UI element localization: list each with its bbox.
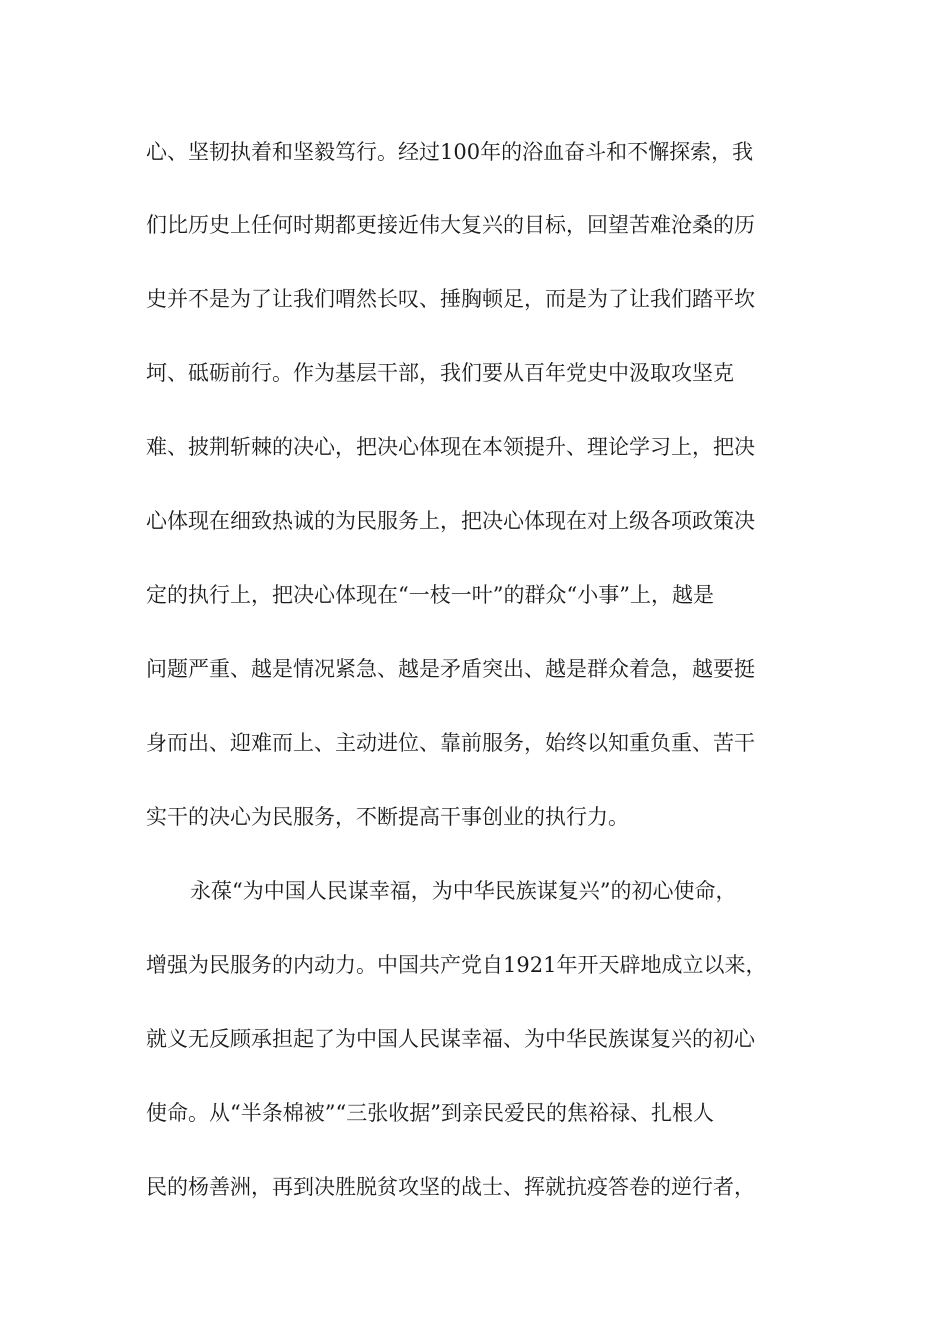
text-line: 身而出、迎难而上、主动进位、靠前服务，始终以知重负重、苦干 [146,731,755,755]
text-line: 坷、砥砺前行。作为基层干部，我们要从百年党史中汲取攻坚克 [146,361,734,385]
text-line: 实干的决心为民服务，不断提高干事创业的执行力。 [146,805,629,829]
text-line: 定的执行上，把决心体现在“一枝一叶”的群众“小事”上，越是 [146,583,714,607]
text-line: 史并不是为了让我们喟然长叹、捶胸顿足，而是为了让我们踏平坎 [146,287,755,311]
text-line: 增强为民服务的内动力。中国共产党自1921年开天辟地成立以来， [146,953,767,977]
text-line: 难、披荆斩棘的决心，把决心体现在本领提升、理论学习上，把决 [146,435,755,459]
text-line: 们比历史上任何时期都更接近伟大复兴的目标，回望苦难沧桑的历 [146,213,755,237]
text-line: 心体现在细致热诚的为民服务上，把决心体现在对上级各项政策决 [146,509,755,533]
text-line: 心、坚韧执着和坚毅笃行。经过100年的浴血奋斗和不懈探索，我 [146,140,754,164]
text-line: 使命。从“半条棉被”“三张收据”到亲民爱民的焦裕禄、扎根人 [146,1101,714,1125]
text-line: 问题严重、越是情况紧急、越是矛盾突出、越是群众着急，越要挺 [146,657,755,681]
paragraph-first-line: 永葆“为中国人民谋幸福，为中华民族谋复兴”的初心使命， [190,879,737,903]
text-line: 民的杨善洲，再到决胜脱贫攻坚的战士、挥就抗疫答卷的逆行者， [146,1175,755,1199]
text-line: 就义无反顾承担起了为中国人民谋幸福、为中华民族谋复兴的初心 [146,1027,755,1051]
